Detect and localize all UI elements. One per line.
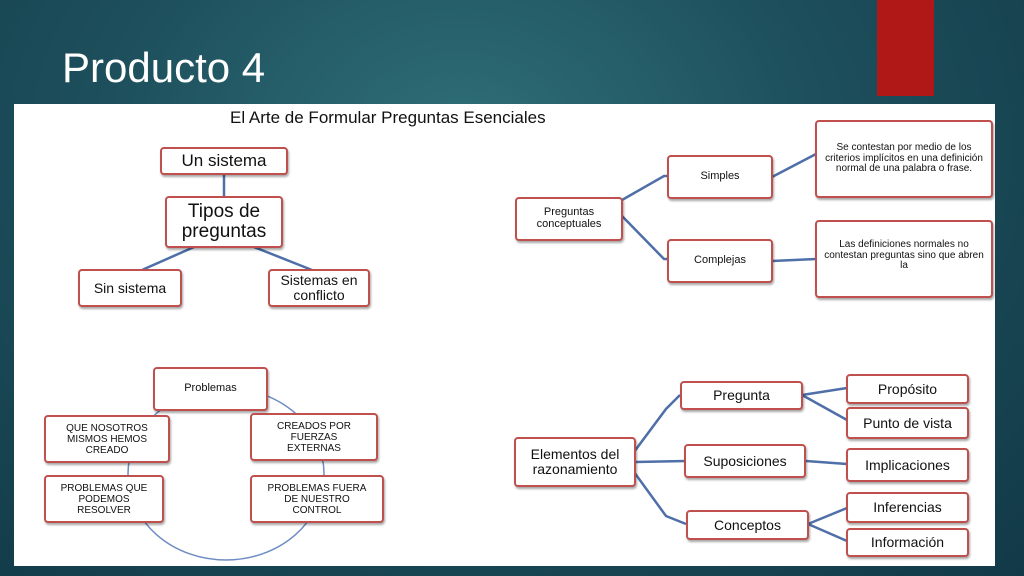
node-proposito: Propósito	[846, 374, 969, 404]
node-tipos-de-preguntas: Tipos de preguntas	[165, 196, 283, 248]
connector-line	[808, 508, 847, 524]
connector-line	[634, 472, 686, 524]
node-simples-description: Se contestan por medio de los criterios implícitos en una definición normal de una palabra o frase.	[815, 120, 993, 198]
node-preguntas-conceptuales: Preguntas conceptuales	[515, 197, 623, 241]
accent-bar	[877, 0, 934, 96]
node-complejas-description: Las definiciones normales no contestan preguntas sino que abren la	[815, 220, 993, 298]
node-creados-por-fuerzas-externas: CREADOS POR FUERZAS EXTERNAS	[250, 413, 378, 461]
connector-line	[634, 461, 686, 462]
node-inferencias: Inferencias	[846, 492, 969, 523]
connector-line	[634, 395, 680, 452]
node-complejas: Complejas	[667, 239, 773, 283]
connector-line	[772, 154, 816, 177]
node-que-nosotros-mismos: QUE NOSOTROS MISMOS HEMOS CREADO	[44, 415, 170, 463]
node-sin-sistema: Sin sistema	[78, 269, 182, 307]
connector-line	[806, 461, 847, 464]
node-elementos-del-razonamiento: Elementos del razonamiento	[514, 437, 636, 487]
node-informacion: Información	[846, 528, 969, 557]
node-un-sistema: Un sistema	[160, 147, 288, 175]
node-simples: Simples	[667, 155, 773, 199]
connector-line	[802, 388, 847, 395]
connector-line	[622, 176, 668, 200]
node-punto-de-vista: Punto de vista	[846, 407, 969, 439]
connector-line	[142, 247, 194, 270]
connector-line	[622, 216, 668, 259]
slide-title: Producto 4	[62, 44, 266, 91]
diagram-panel	[14, 104, 995, 566]
node-problemas-que-podemos-resolver: PROBLEMAS QUE PODEMOS RESOLVER	[44, 475, 164, 523]
node-implicaciones: Implicaciones	[846, 448, 969, 482]
node-problemas-fuera-de-control: PROBLEMAS FUERA DE NUESTRO CONTROL	[250, 475, 384, 523]
connector-line	[772, 259, 816, 261]
diagram-title: El Arte de Formular Preguntas Esenciales	[230, 108, 546, 127]
node-sistemas-en-conflicto: Sistemas en conflicto	[268, 269, 370, 307]
node-suposiciones: Suposiciones	[684, 444, 806, 478]
connector-line	[802, 395, 847, 420]
connector-line	[808, 524, 847, 541]
node-problemas: Problemas	[153, 367, 268, 411]
connector-line	[254, 247, 312, 270]
node-conceptos: Conceptos	[686, 510, 809, 540]
node-pregunta: Pregunta	[680, 381, 803, 410]
